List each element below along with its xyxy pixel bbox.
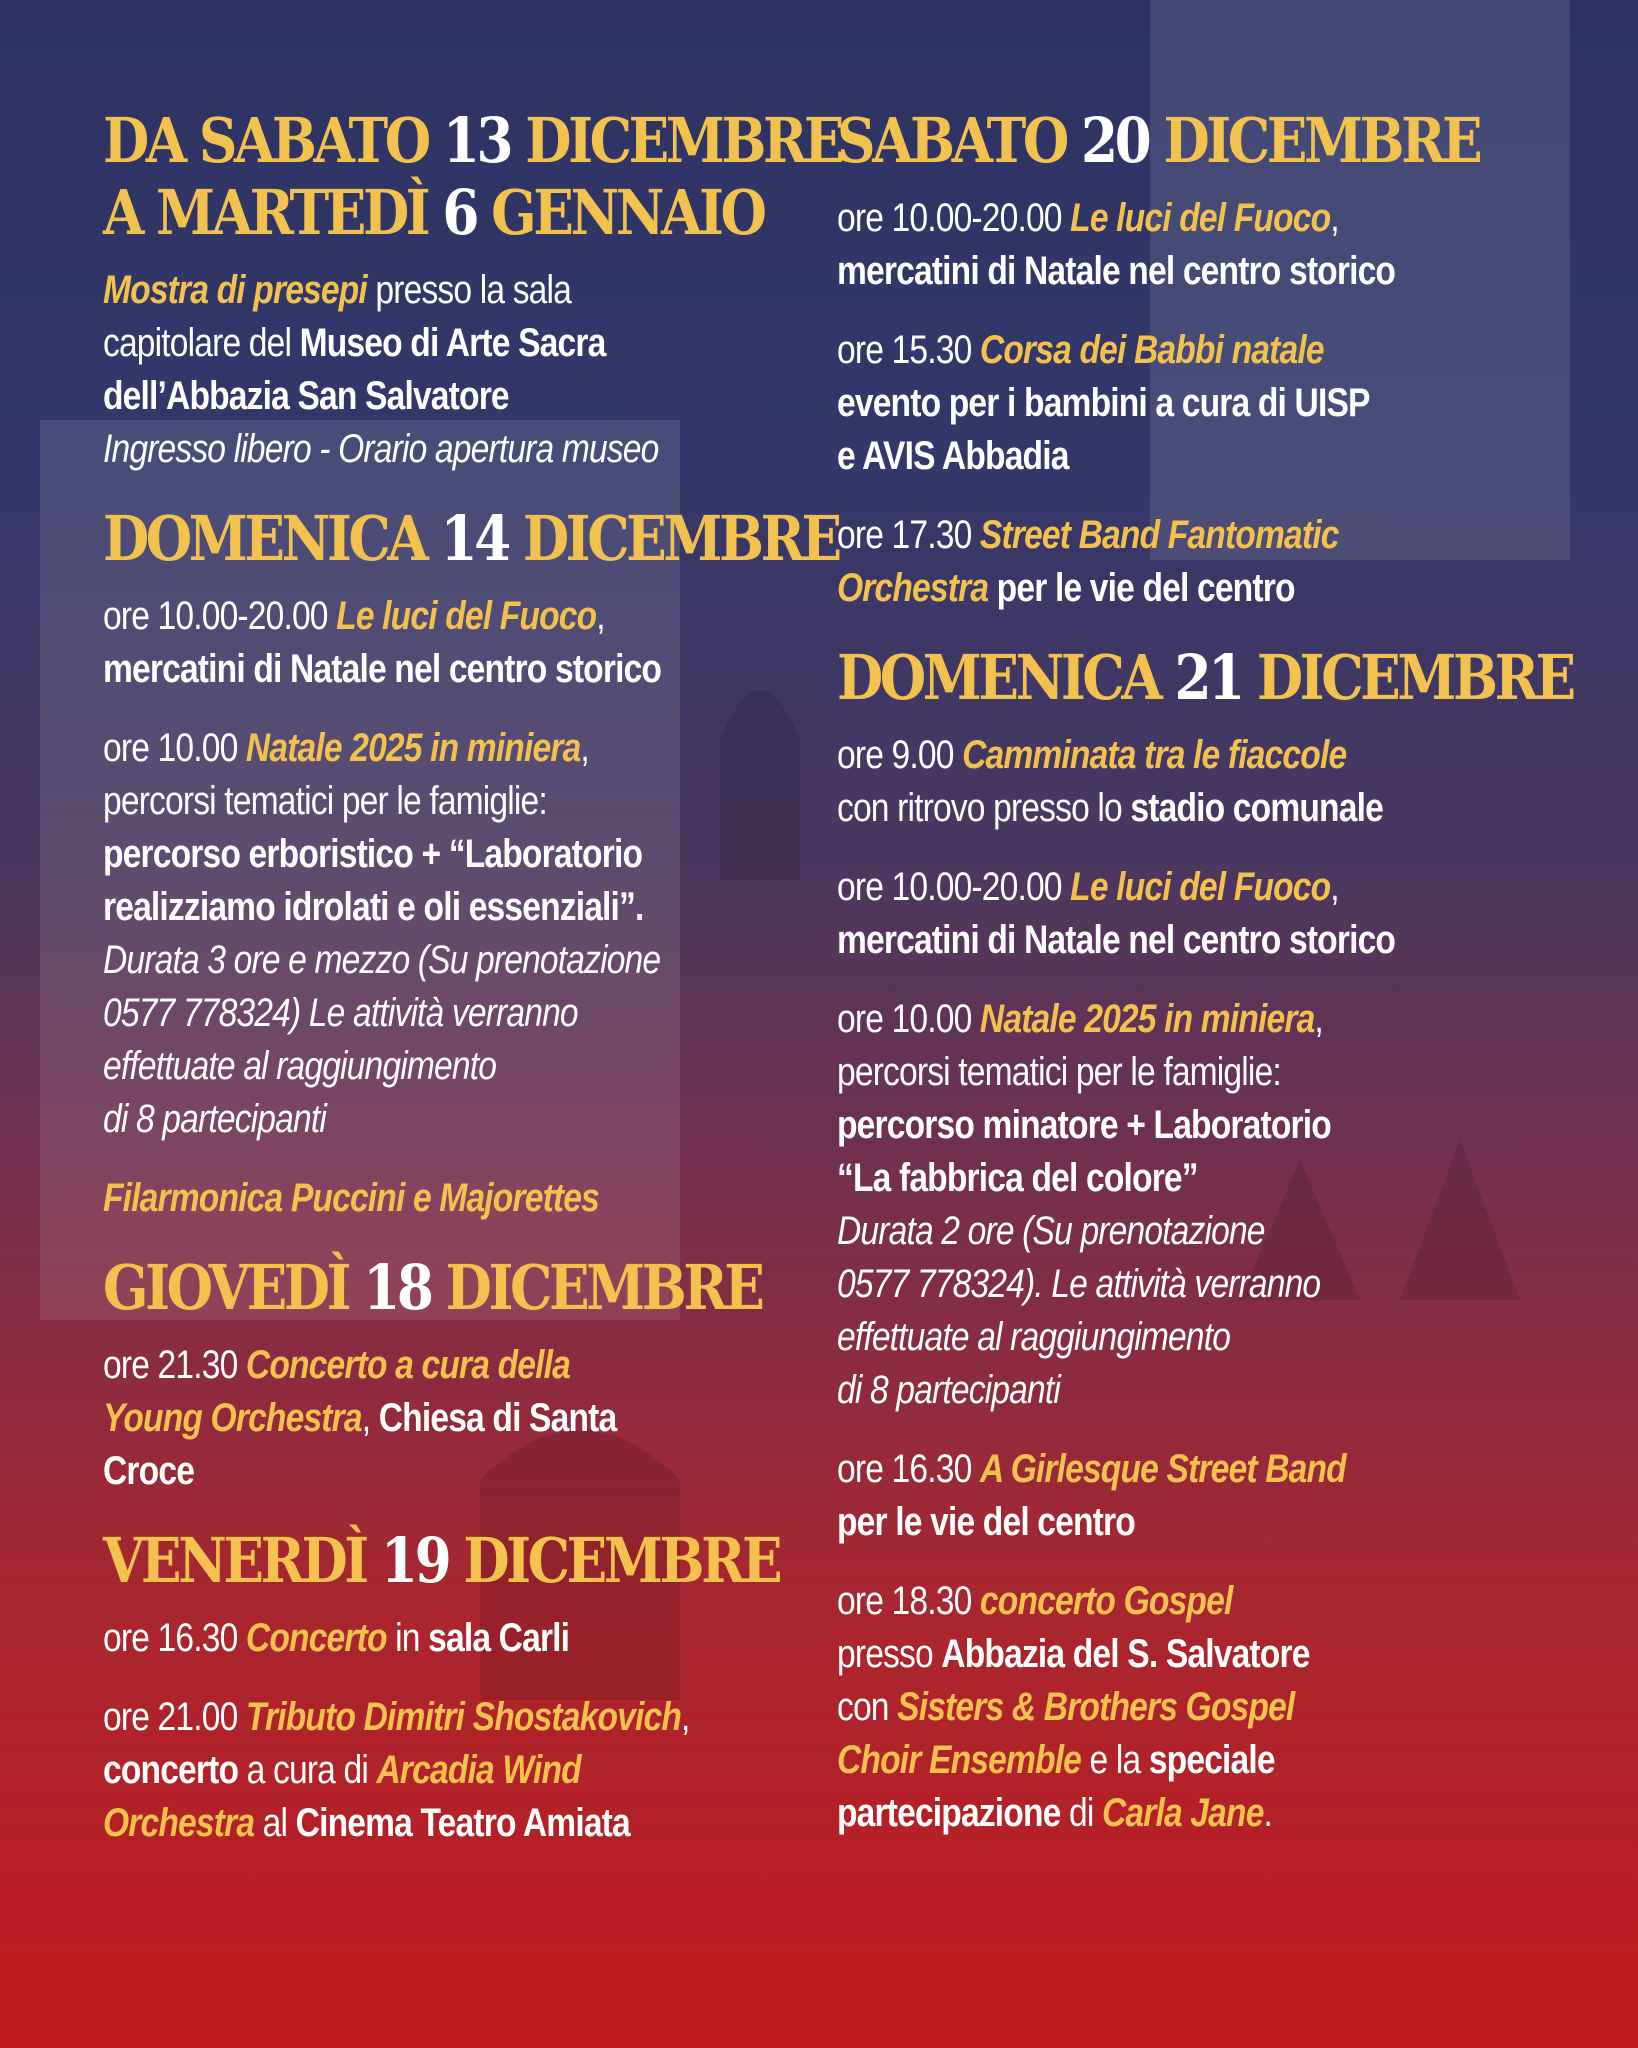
text-run: e AVIS Abbadia [837, 434, 1069, 478]
section-21-dicembre [837, 641, 1573, 1840]
entry-line [837, 430, 1559, 483]
entry-line [837, 245, 1559, 298]
text-run: 20 [1081, 104, 1149, 177]
text-run: partecipazione [837, 1791, 1061, 1835]
text-run: per le vie del centro [837, 1500, 1135, 1544]
event-entry [837, 192, 1559, 298]
text-run: ore 10.00 [103, 726, 246, 770]
text-run: concerto Gospel [979, 1579, 1233, 1623]
text-run: 6 [442, 176, 477, 249]
event-entry [103, 1612, 825, 1665]
text-run: presso la sala [366, 268, 571, 312]
event-entry [837, 324, 1559, 483]
text-run: Mostra di presepi [103, 268, 367, 312]
entry-line [103, 828, 825, 881]
text-run: Le luci del Fuoco [1070, 865, 1331, 909]
text-run: GIOVEDÌ [103, 1251, 364, 1324]
event-entry [837, 861, 1559, 967]
text-run: ore 15.30 [837, 328, 980, 372]
text-run: Le luci del Fuoco [1070, 196, 1331, 240]
text-run: DOMENICA [837, 641, 1175, 714]
entry-line [837, 1734, 1559, 1787]
section-19-dicembre [103, 1524, 823, 1850]
text-run: 13 [442, 104, 511, 177]
section-13-dicembre [103, 104, 842, 476]
text-run: di 8 partecipanti [103, 1097, 326, 1141]
entry-line [103, 934, 825, 987]
entry-line [103, 1691, 825, 1744]
text-run: VENERDÌ [103, 1524, 381, 1597]
entry-line [837, 1575, 1559, 1628]
text-run: Croce [103, 1449, 195, 1493]
entry-line [103, 722, 825, 775]
entry-line [103, 1392, 825, 1445]
text-run: A MARTEDÌ [103, 176, 443, 249]
event-entry [103, 1339, 825, 1498]
entry-line [103, 1172, 825, 1225]
entry-line [837, 1628, 1559, 1681]
entry-line [837, 509, 1559, 562]
text-run: evento per i bambini a cura di UISP [837, 381, 1370, 425]
entry-line [103, 1612, 825, 1665]
text-run: capitolare del [103, 321, 300, 365]
right-column [837, 104, 1573, 1870]
entry-line [837, 1099, 1559, 1152]
text-run: effettuate al raggiungimento [837, 1315, 1231, 1359]
text-run: percorso erboristico + “Laboratorio [103, 832, 643, 876]
text-run: DICEMBRE [510, 104, 842, 177]
text-run: DICEMBRE [430, 1251, 762, 1324]
text-run: realizziamo idrolati e oli essenziali”. [103, 885, 644, 929]
text-run: Natale 2025 in miniera [245, 726, 581, 770]
text-run: effettuate al raggiungimento [103, 1044, 497, 1088]
text-run: Durata 3 ore e mezzo (Su prenotazione [103, 938, 661, 982]
entry-line [837, 1443, 1559, 1496]
event-entry [837, 729, 1559, 835]
text-run: 21 [1174, 641, 1242, 714]
text-run: con ritrovo presso lo [837, 786, 1131, 830]
event-entry [103, 264, 825, 476]
text-run: 18 [363, 1251, 431, 1324]
entry-line [103, 643, 825, 696]
text-run: ore 21.00 [103, 1695, 246, 1739]
text-run: Tributo Dimitri Shostakovich [245, 1695, 682, 1739]
text-run: 14 [440, 502, 508, 575]
text-run: , [1330, 865, 1339, 909]
entry-line [837, 1205, 1559, 1258]
section-heading [103, 502, 839, 575]
text-run: , [596, 594, 605, 638]
event-entry [837, 993, 1559, 1417]
text-run: al [254, 1801, 296, 1845]
text-run: concerto [103, 1748, 239, 1792]
entry-line [103, 370, 825, 423]
text-run: ore 9.00 [837, 733, 963, 777]
text-run: Ingresso libero - Orario apertura museo [103, 427, 659, 471]
text-run: di 8 partecipanti [837, 1368, 1060, 1412]
text-run: “La fabbrica del colore” [837, 1156, 1198, 1200]
entry-line [103, 1744, 825, 1797]
section-20-dicembre [837, 104, 1557, 615]
text-run: SABATO [837, 104, 1082, 177]
text-run: a cura di [238, 1748, 377, 1792]
text-run: per le vie del centro [988, 566, 1295, 610]
text-run: Natale 2025 in miniera [979, 997, 1315, 1041]
entry-line [837, 782, 1559, 835]
entry-line [103, 423, 825, 476]
entry-line [103, 1093, 825, 1146]
text-run: DICEMBRE [1148, 104, 1480, 177]
entry-line [837, 914, 1559, 967]
text-run: ore 18.30 [837, 1579, 980, 1623]
text-run: ore 10.00-20.00 [837, 865, 1071, 909]
text-run: DOMENICA [103, 502, 441, 575]
text-run: in [386, 1616, 429, 1660]
text-run: , [580, 726, 589, 770]
text-run: con [837, 1685, 898, 1729]
section-heading-line2 [103, 176, 764, 249]
text-run: , [681, 1695, 690, 1739]
event-entry [103, 722, 825, 1146]
text-run: Camminata tra le fiaccole [962, 733, 1347, 777]
text-run: Street Band Fantomatic [979, 513, 1339, 557]
event-entry [103, 590, 825, 696]
text-run: DICEMBRE [1241, 641, 1573, 714]
entry-line [103, 1797, 825, 1850]
section-18-dicembre [103, 1251, 823, 1498]
text-run: DICEMBRE [507, 502, 839, 575]
entry-line [837, 1046, 1559, 1099]
text-run: GENNAIO [476, 176, 764, 249]
entry-line [103, 264, 825, 317]
text-run: A Girlesque Street Band [979, 1447, 1346, 1491]
text-run: Sisters & Brothers Gospel [897, 1685, 1295, 1729]
text-run: Durata 2 ore (Su prenotazione [837, 1209, 1265, 1253]
section-heading [103, 1524, 780, 1597]
entry-line [837, 1152, 1559, 1205]
text-run: . [1263, 1791, 1273, 1835]
text-run: ore 10.00-20.00 [837, 196, 1071, 240]
text-run: 0577 778324). Le attività verranno [837, 1262, 1321, 1306]
text-run: , [1314, 997, 1323, 1041]
entry-line [103, 1445, 825, 1498]
text-run: Carla Jane [1101, 1791, 1264, 1835]
text-run: Orchestra [837, 566, 989, 610]
left-column [103, 104, 842, 1880]
entry-line [837, 993, 1559, 1046]
event-entry [837, 1443, 1559, 1549]
entry-line [837, 1311, 1559, 1364]
text-run: di [1060, 1791, 1102, 1835]
text-run: DICEMBRE [448, 1524, 780, 1597]
section-14-dicembre [103, 502, 839, 1225]
section-heading [103, 104, 842, 177]
entry-line [103, 775, 825, 828]
entry-line [837, 1787, 1559, 1840]
text-run: Orchestra [103, 1801, 255, 1845]
text-run: ore 16.30 [837, 1447, 980, 1491]
section-heading [837, 104, 1480, 177]
text-run: mercatini di Natale nel centro storico [103, 647, 662, 691]
text-run: , [361, 1396, 379, 1440]
text-run: ore 21.30 [103, 1343, 246, 1387]
text-run: , [1330, 196, 1339, 240]
text-run: speciale [1148, 1738, 1275, 1782]
text-run: Chiesa di Santa [378, 1396, 617, 1440]
entry-line [103, 317, 825, 370]
entry-line [837, 1496, 1559, 1549]
text-run: percorsi tematici per le famiglie: [103, 779, 547, 823]
entry-line [837, 562, 1559, 615]
text-run: mercatini di Natale nel centro storico [837, 249, 1396, 293]
entry-line [837, 1364, 1559, 1417]
text-run: Filarmonica Puccini e Majorettes [103, 1176, 599, 1220]
entry-line [837, 377, 1559, 430]
text-run: mercatini di Natale nel centro storico [837, 918, 1396, 962]
text-run: Concerto [245, 1616, 387, 1660]
event-entry [837, 509, 1559, 615]
event-entry [103, 1691, 825, 1850]
text-run: ore 10.00 [837, 997, 980, 1041]
text-run: Corsa dei Babbi natale [979, 328, 1324, 372]
text-run: Abbazia del S. Salvatore [941, 1632, 1310, 1676]
section-heading [103, 1251, 762, 1324]
event-entry [837, 1575, 1559, 1840]
text-run: percorsi tematici per le famiglie: [837, 1050, 1281, 1094]
text-run: ore 10.00-20.00 [103, 594, 337, 638]
entry-line [837, 729, 1559, 782]
text-run: Young Orchestra [103, 1396, 362, 1440]
entry-line [837, 192, 1559, 245]
entry-line [103, 590, 825, 643]
text-run: 19 [380, 1524, 449, 1597]
text-run: sala Carli [428, 1616, 570, 1660]
text-run: DA SABATO [103, 104, 443, 177]
text-run: Museo di Arte Sacra [299, 321, 606, 365]
text-run: Concerto a cura della [245, 1343, 570, 1387]
entry-line [103, 987, 825, 1040]
entry-line [103, 881, 825, 934]
text-run: e la [1081, 1738, 1149, 1782]
entry-line [837, 1258, 1559, 1311]
text-run: ore 17.30 [837, 513, 980, 557]
entry-line [103, 1040, 825, 1093]
text-run: ore 16.30 [103, 1616, 246, 1660]
text-run: Arcadia Wind [376, 1748, 581, 1792]
text-run: Cinema Teatro Amiata [295, 1801, 630, 1845]
event-entry [103, 1172, 825, 1225]
entry-line [837, 1681, 1559, 1734]
text-run: stadio comunale [1130, 786, 1383, 830]
text-run: 0577 778324) Le attività verranno [103, 991, 578, 1035]
entry-line [837, 861, 1559, 914]
text-run: dell’Abbazia San Salvatore [103, 374, 509, 418]
text-run: Choir Ensemble [837, 1738, 1082, 1782]
text-run: percorso minatore + Laboratorio [837, 1103, 1331, 1147]
section-heading [837, 641, 1573, 714]
text-run: Le luci del Fuoco [336, 594, 597, 638]
entry-line [837, 324, 1559, 377]
text-run: presso [837, 1632, 942, 1676]
entry-line [103, 1339, 825, 1392]
